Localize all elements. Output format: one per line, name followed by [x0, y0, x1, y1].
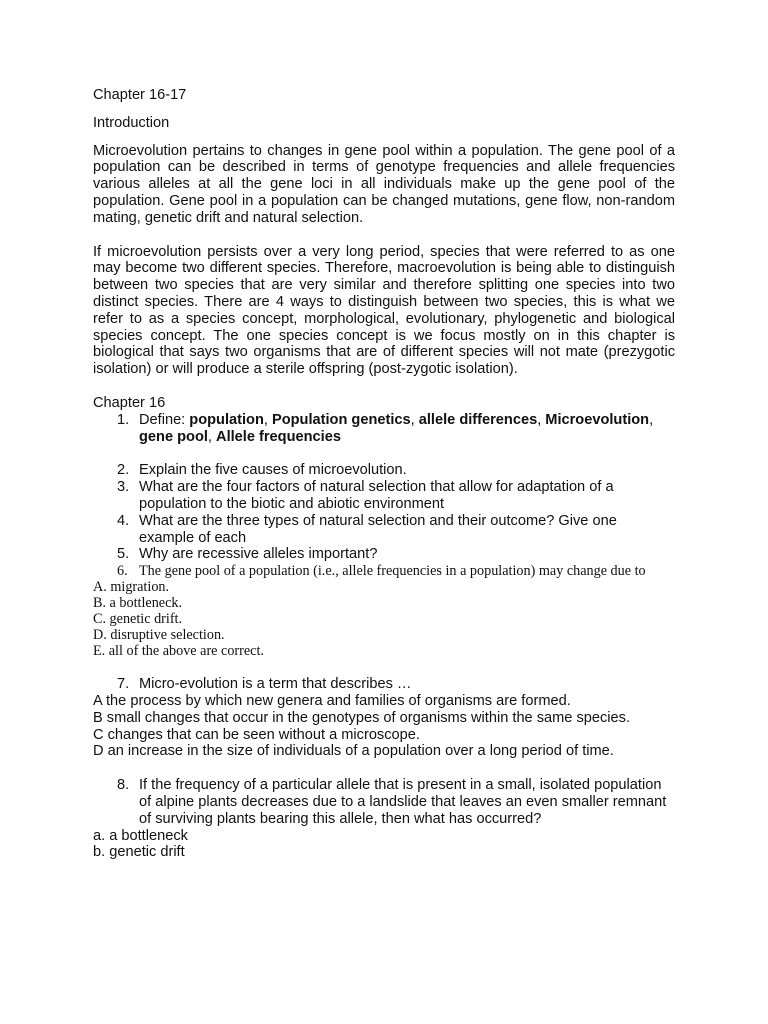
question-text: If the frequency of a particular allele that is present in a small, isolated population of alpine plants decreases due to a landslide that leaves an even smaller remnant of surviving plants bearing this allele, then what has occurred? — [139, 777, 667, 827]
term-population-genetics: Population genetics — [271, 411, 411, 428]
question-8-options — [93, 828, 675, 862]
question-text: Micro-evolution is a term that describes … — [139, 676, 412, 693]
question-6-options — [93, 579, 675, 659]
question-6: 6. The gene pool of a population (i.e., allele frequencies in a population) may change due to — [117, 563, 646, 580]
term-gene-pool: gene pool — [139, 428, 208, 445]
intro-paragraph-1: Microevolution pertains to changes in gene pool within a population. The gene pool of a population can be described in terms of genotype frequencies and allele frequencies various alleles at all the gene loci in all individuals make up the gene pool of the population. Gene pool in a population can be changed mutations, gene flow, non-random mating, genetic drift and natural selection. — [93, 142, 675, 226]
answer-option: D. disruptive selection. — [93, 627, 225, 644]
question-5: 5. Why are recessive alleles important? — [117, 546, 378, 563]
document-content — [93, 87, 675, 861]
intro-heading: Introduction — [93, 114, 170, 131]
question-8: 8. If the frequency of a particular allele that is present in a small, isolated population of alpine plants decreases due to a landslide that leaves an even smaller remnant of surviving plants bearing this allele, then what has occurred? — [117, 777, 667, 827]
answer-option: D an increase in the size of individuals of a population over a long period of time. — [93, 743, 614, 760]
question-3: 3. What are the four factors of natural selection that allow for adaptation of a population to the biotic and abiotic environment — [117, 479, 614, 512]
answer-option: A. migration. — [93, 579, 170, 596]
intro-paragraph-2: If microevolution persists over a very long period, species that were referred to as one may become two different species. Therefore, macroevolution is being able to distinguish between two species that are very similar and therefore splitting one species into two distinct species. There are 4 ways to distinguish between two species, this is what we refer to as a species concept, morphological, evolutionary, phylogenetic and biological species concept. The one species concept is we focus mostly on in this chapter is biological that says two organisms that are of different species will not mate (prezygotic isolation) or will produce a sterile offspring (post-zygotic isolation). — [93, 243, 675, 378]
answer-option: b. genetic drift — [93, 844, 185, 861]
question-text: Define: population, Population genetics, allele differences, Microevolution, gene pool, Allele frequencies — [139, 411, 654, 445]
question-text: Why are recessive alleles important? — [139, 546, 378, 563]
question-list — [93, 412, 675, 579]
answer-option: C changes that can be seen without a microscope. — [93, 726, 420, 743]
term-allele-frequencies: Allele frequencies — [216, 428, 341, 445]
answer-option: B small changes that occur in the genotypes of organisms within the same species. — [93, 709, 631, 726]
chapter-title: Chapter 16-17 — [93, 87, 187, 103]
answer-option: B. a bottleneck. — [93, 595, 183, 612]
answer-option: a. a bottleneck — [93, 827, 188, 844]
chapter-16-heading: Chapter 16 — [93, 394, 166, 411]
term-allele-differences: allele differences — [418, 411, 538, 428]
answer-option: E. all of the above are correct. — [93, 643, 264, 660]
question-7-options — [93, 693, 675, 760]
question-2: 2. Explain the five causes of microevolution. — [117, 462, 407, 479]
term-microevolution: Microevolution — [545, 411, 650, 428]
term-population: population — [189, 411, 264, 428]
question-1 — [93, 412, 675, 446]
question-7: 7. Micro-evolution is a term that describes … — [117, 676, 412, 693]
question-text: What are the four factors of natural selection that allow for adaptation of a population to the biotic and abiotic environment — [139, 479, 614, 512]
question-text: What are the three types of natural selection and their outcome? Give one example of each — [139, 512, 617, 546]
answer-option: C. genetic drift. — [93, 611, 183, 628]
question-text: The gene pool of a population (i.e., allele frequencies in a population) may change due to — [139, 563, 646, 580]
question-4: 4. What are the three types of natural selection and their outcome? Give one example of each — [117, 512, 617, 546]
question-text: Explain the five causes of microevolution. — [139, 462, 407, 479]
answer-option: A the process by which new genera and families of organisms are formed. — [93, 692, 571, 709]
question-number: 1. — [117, 411, 130, 428]
